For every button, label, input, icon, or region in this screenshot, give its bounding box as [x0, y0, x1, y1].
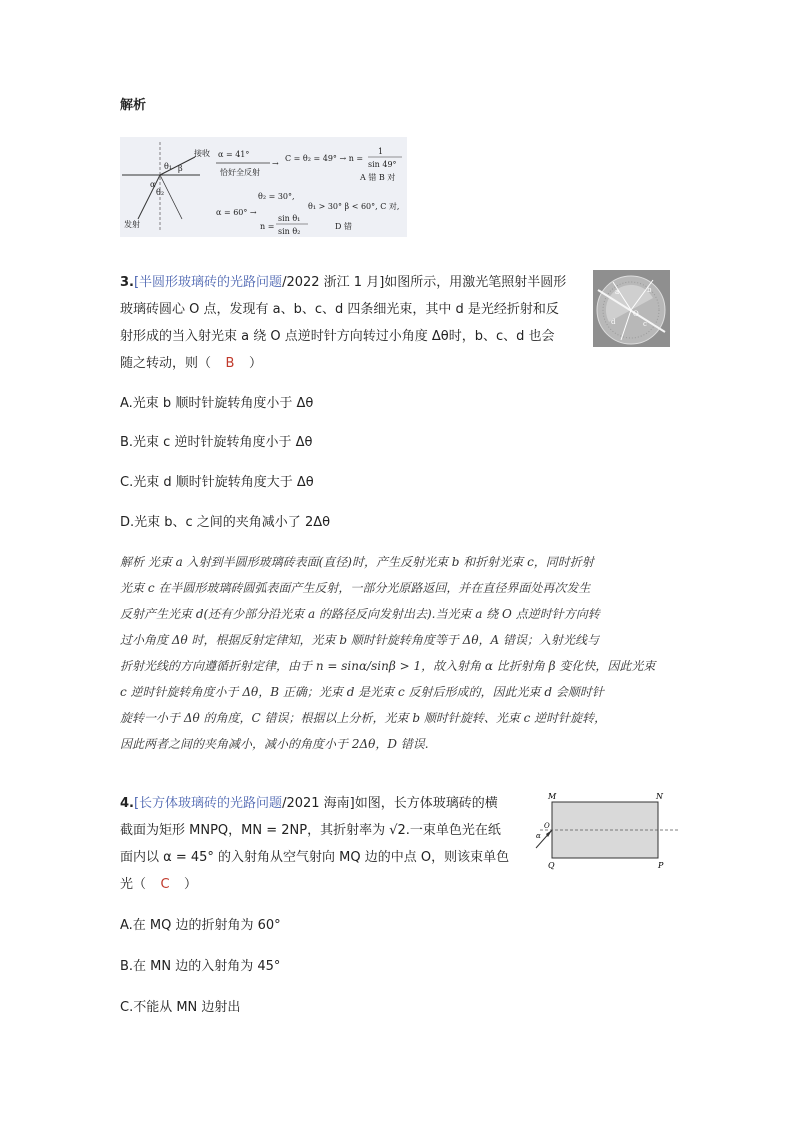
reflected-beam	[160, 175, 182, 219]
q3-sol-line: 过小角度 Δθ 时，根据反射定律知，光束 b 顺时针旋转角度等于 Δθ，A 错误；入射光线与	[120, 633, 600, 647]
frac2-top: sin θ₁	[278, 214, 301, 223]
arrow1: →	[272, 159, 279, 168]
q3-line4: 随之转动，则（ B ）	[120, 350, 262, 377]
q4-tag: [长方体玻璃砖的光路问题	[133, 796, 283, 811]
q3-sol-line: 光束 c 在半圆形玻璃砖圆弧表面产生反射，一部分光原路返回，并在直径界面处再次发生	[120, 581, 591, 595]
q4-option-b: B.在 MN 边的入射角为 45°	[120, 959, 281, 974]
svg-text:c: c	[643, 320, 647, 328]
q3-option-a: A.光束 b 顺时针旋转角度小于 Δθ	[120, 396, 314, 411]
condition-label: θ₁ > 30° β < 60°, C 对,	[308, 202, 400, 211]
q4-line3: 面内以 α = 45° 的入射角从空气射向 MQ 边的中点 O，则该束单色	[120, 850, 510, 865]
protractor-photo-svg	[593, 270, 670, 347]
label-n: N	[656, 792, 663, 801]
solution-figure	[120, 137, 407, 237]
q3-line3: 射形成的当入射光束 a 绕 O 点逆时针方向转过小角度 Δθ时，b、c、d 也会	[120, 329, 555, 344]
q3-sol-line: 旋转一小于 Δθ 的角度，C 错误；根据以上分析，光束 b 顺时针旋转、光束 c 逆时针旋转，	[120, 711, 607, 725]
total-reflection-label: 恰好全反射	[220, 168, 260, 177]
q3-solution	[120, 549, 680, 757]
label-p: P	[658, 861, 664, 870]
label-q: Q	[548, 861, 555, 870]
q3-line1: 3.[半圆形玻璃砖的光路问题/2022 浙江 1 月]如图所示，用激光笔照射半圆形	[120, 275, 567, 290]
beta-label: β	[178, 164, 183, 173]
svg-text:b: b	[647, 286, 652, 294]
rectangle-glass-diagram	[532, 790, 682, 870]
d-result-label: D 错	[335, 222, 352, 231]
q3-option-b: B.光束 c 逆时针旋转角度小于 Δθ	[120, 435, 313, 450]
alpha41-label: α = 41°	[218, 150, 250, 159]
q4-number: 4.	[120, 796, 134, 811]
q4-answer: C	[160, 877, 170, 892]
q4-line1: 4.[长方体玻璃砖的光路问题/2021 海南]如图，长方体玻璃砖的横	[120, 796, 498, 811]
q3-tag: [半圆形玻璃砖的光路问题	[133, 275, 283, 290]
q4-line4: 光（ C ）	[120, 871, 197, 898]
q3-option-c: C.光束 d 顺时针旋转角度大于 Δθ	[120, 475, 314, 490]
q4-figure	[532, 790, 682, 870]
label-alpha: α	[536, 832, 541, 840]
alpha-label: α	[150, 180, 156, 189]
q3-number: 3.	[120, 275, 134, 290]
frac1-top: 1	[378, 147, 384, 156]
q3-sol-line: 解析 光束 a 入射到半圆形玻璃砖表面(直径)时，产生反射光束 b 和折射光束 c，同时折射	[120, 555, 594, 569]
q3-answer: B	[225, 356, 235, 371]
svg-text:d: d	[611, 318, 616, 326]
theta30-label: θ₂ = 30°,	[258, 192, 295, 201]
critical-angle-label: C = θ₂ = 49° → n =	[285, 154, 364, 163]
emit-label: 发射	[124, 220, 140, 229]
q4-line2: 截面为矩形 MNPQ，MN = 2NP，其折射率为 √2.一束单色光在纸	[120, 823, 501, 838]
q3-line2: 玻璃砖圆心 O 点，发现有 a、b、c、d 四条细光束，其中 d 是光经折射和反	[120, 302, 559, 317]
n-label: n =	[260, 222, 275, 231]
q3-sol-line: 折射光线的方向遵循折射定律，由于 n = sinα/sinβ > 1，故入射角 α 比折射角 β 变化快，因此光束	[120, 659, 656, 673]
refraction-diagram	[120, 137, 407, 237]
label-m: M	[548, 792, 557, 801]
incident-beam	[138, 175, 160, 219]
q4-option-a: A.在 MQ 边的折射角为 60°	[120, 918, 281, 933]
label-o: O	[544, 822, 550, 830]
svg-text:a: a	[615, 288, 620, 296]
svg-text:O: O	[633, 310, 639, 318]
q3-photo	[593, 270, 670, 347]
q3-sol-line: c 逆时针旋转角度小于 Δθ，B 正确；光束 d 是光束 c 反射后形成的，因此光束 d 会顺时针	[120, 685, 604, 699]
theta2-label: θ₂	[156, 188, 165, 197]
receive-label: 接收	[194, 149, 210, 158]
alpha60-label: α = 60° →	[216, 208, 257, 217]
q3-sol-line: 反射产生光束 d(还有少部分沿光束 a 的路径反向发射出去).当光束 a 绕 O 点逆时针方向转	[120, 607, 600, 621]
theta1-label: θ₁	[164, 162, 173, 171]
analysis-heading: 解析	[120, 98, 147, 113]
ab-result-label: A 错 B 对	[360, 173, 396, 182]
frac2-bot: sin θ₂	[278, 227, 301, 236]
frac1-bot: sin 49°	[368, 160, 397, 169]
q4-option-c: C.不能从 MN 边射出	[120, 1000, 241, 1015]
q3-sol-line: 因此两者之间的夹角减小，减小的角度小于 2Δθ，D 错误.	[120, 737, 429, 751]
q3-option-d: D.光束 b、c 之间的夹角减小了 2Δθ	[120, 515, 331, 530]
